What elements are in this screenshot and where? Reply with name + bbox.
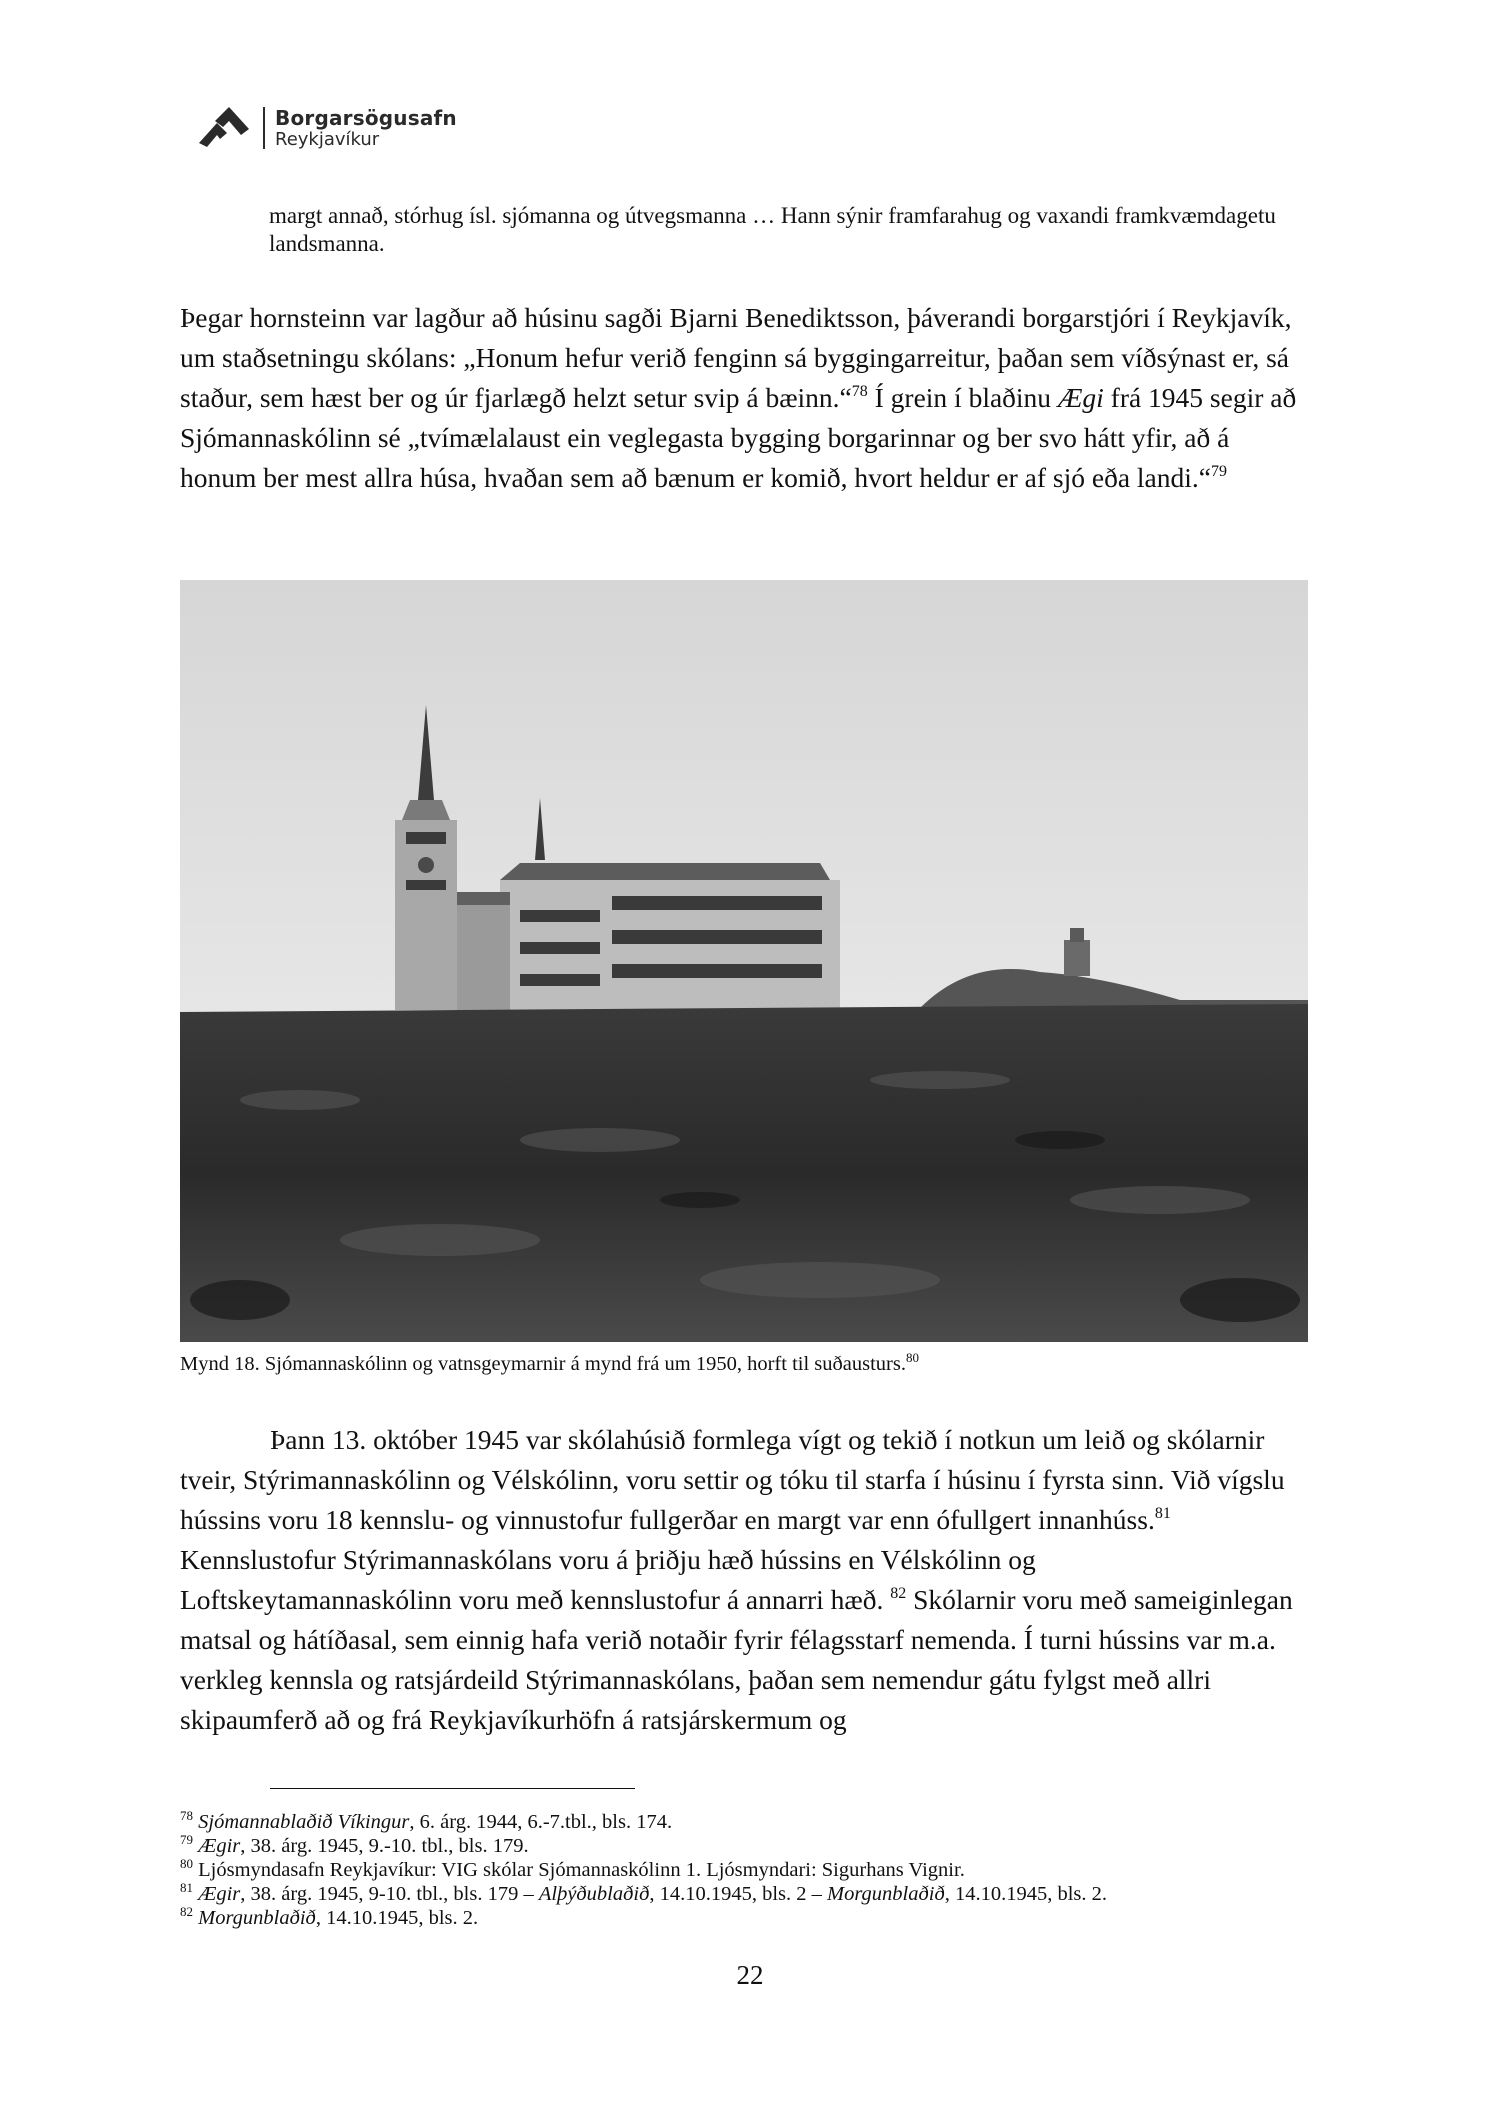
paragraph-1-text-c: frá 1945 segir að Sjómannaskólinn sé „tvímælalaust ein veglegasta bygging borgarinnar og ber svo hátt yfir, að á honum ber mest allra húsa, hvaðan sem að bænum er komið, hvort heldur er af sjó eða landi.“ — [180, 382, 1297, 493]
caption-text: Mynd 18. Sjómannaskólinn og vatnsgeymarnir á mynd frá um 1950, horft til suðausturs. — [180, 1353, 906, 1375]
paragraph-1 — [180, 298, 1305, 498]
logo-chevron-icon — [195, 107, 253, 149]
paragraph-2 — [180, 1420, 1305, 1740]
photo-sjomannaskolinn — [180, 580, 1308, 1342]
block-quote: margt annað, stórhug ísl. sjómanna og útvegsmanna … Hann sýnir framfarahug og vaxandi framkvæmdagetu landsmanna. — [269, 203, 1276, 256]
footnotes — [180, 1810, 1380, 1930]
borgarsogusafn-logo — [195, 104, 457, 152]
logo-subtitle: Reykjavíkur — [275, 128, 380, 150]
footnote-81: $^{81}$ Ægir, 38. árg. 1945, 9-10. tbl., bls. 179 – Alþýðublaðið, 14.10.1945, bls. 2 – Morgunblaðið, 14.10.1945, bls. 2. — [180, 1880, 1108, 1905]
page-number: 22 — [736, 1960, 764, 1990]
footnote-80: $^{80}$ Ljósmyndasafn Reykjavíkur: VIG skólar Sjómannaskólinn 1. Ljósmyndari: Sigurhans Vignir. — [180, 1856, 965, 1881]
footnote-ref-78[interactable]: 78 — [851, 383, 868, 400]
footnote-82: $^{82}$ Morgunblaðið, 14.10.1945, bls. 2. — [180, 1904, 479, 1929]
paragraph-2-text-a: Þann 13. október 1945 var skólahúsið formlega vígt og tekið í notkun um leið og skólarnir tveir, Stýrimannaskólinn og Vélskólinn, voru settir og tóku til starfa í húsinu í fyrsta sinn. Við vígslu hússins voru 18 kennslu- og vinnustofur fullgerðar en margt var enn ófullgert innanhúss. — [180, 1424, 1285, 1535]
footnote-ref-81[interactable]: 81 — [1154, 1505, 1171, 1522]
footnote-ref-80[interactable]: 80 — [905, 1350, 919, 1365]
paragraph-1-text-a: Þegar hornsteinn var lagður að húsinu sagði Bjarni Benediktsson, þáverandi borgarstjóri í Reykjavík, um staðsetningu skólans: „Honum hefur verið fenginn sá byggingarreitur, þaðan sem víðsýnast er, sá staður, sem hæst ber og úr fjarlægð helzt setur svip á bæinn.“ — [180, 302, 1292, 413]
footnote-ref-82[interactable]: 82 — [890, 1585, 907, 1602]
logo-divider — [263, 107, 265, 149]
paragraph-1-text-b: Í grein í blaðinu — [867, 382, 1058, 413]
logo-name: Borgarsögusafn — [275, 105, 457, 130]
paragraph-2-text-b: Kennslustofur Stýrimannaskólans voru á þriðju hæð hússins en Vélskólinn og Loftskeytamannaskólinn voru með kennslustofur á annarri hæð. — [180, 1544, 1036, 1615]
paragraph-2-text-c: Skólarnir voru með sameiginlegan matsal og hátíðasal, sem einnig hafa verið notaðir fyrir félagsstarf nemenda. Í turni hússins var m.a. verkleg kennsla og ratsjárdeild Stýrimannaskólans, þaðan sem nemendur gátu fylgst með allri skipaumferð að og frá Reykjavíkurhöfn á ratsjárskermum og — [180, 1584, 1293, 1735]
footnote-78: $^{78}$ Sjómannablaðið Víkingur, 6. árg. 1944, 6.-7.tbl., bls. 174. — [180, 1808, 673, 1833]
footnote-79: $^{79}$ Ægir, 38. árg. 1945, 9.-10. tbl., bls. 179. — [180, 1832, 529, 1857]
footnote-separator — [270, 1788, 635, 1789]
footnote-ref-79[interactable]: 79 — [1210, 463, 1227, 480]
figure-caption — [180, 1351, 919, 1377]
paragraph-1-italic: Ægi — [1057, 382, 1104, 413]
